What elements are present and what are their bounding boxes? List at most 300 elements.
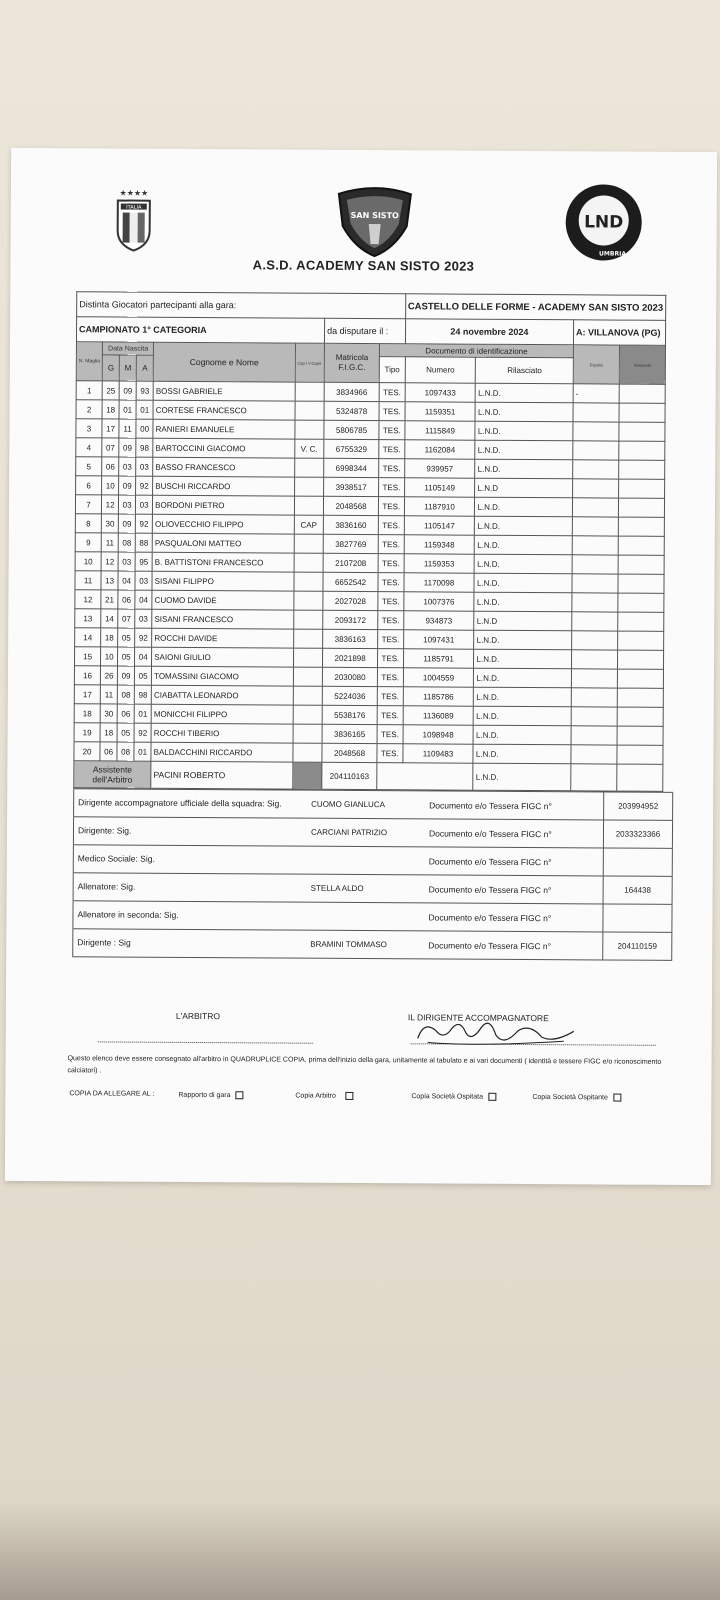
staff-name (307, 846, 425, 875)
matricola-header: Matricola F.I.G.C. (324, 343, 379, 382)
player-doc-type: TES. (378, 516, 404, 535)
player-doc-number: 934873 (403, 611, 474, 630)
option-ospitata[interactable] (411, 1092, 496, 1101)
option-copia-arbitro-label: Copia Arbitro (295, 1092, 336, 1100)
player-booked (619, 479, 665, 498)
player-role (293, 591, 323, 610)
assistant-x1 (571, 764, 617, 791)
staff-row (73, 817, 672, 849)
player-expelled (573, 422, 619, 441)
player-booked (618, 555, 664, 574)
checkbox-icon[interactable] (488, 1093, 496, 1101)
birth-day: 26 (101, 666, 118, 685)
staff-doc-label: Documento e/o Tessera FIGC n° (425, 847, 604, 876)
player-doc-number: 939957 (404, 459, 475, 478)
birth-month: 03 (118, 552, 135, 571)
player-matricola: 2030080 (323, 667, 378, 686)
birth-year: 00 (136, 419, 153, 438)
player-doc-number: 1007376 (403, 592, 474, 611)
birth-year: 03 (136, 495, 153, 514)
player-doc-number: 1097433 (405, 383, 476, 402)
captain-header: Cap./ V.Capit. (295, 343, 325, 382)
birth-day: 21 (101, 590, 118, 609)
player-name: SISANI FRANCESCO (152, 609, 294, 629)
staff-role: Allenatore in seconda: Sig. (73, 901, 307, 930)
player-expelled (572, 555, 618, 574)
player-number: 8 (75, 514, 101, 533)
player-name: RANIERI EMANUELE (153, 419, 295, 439)
player-name: BOSSI GABRIELE (153, 381, 295, 401)
player-expelled (572, 631, 618, 650)
player-doc-issuer: L.N.D (475, 478, 573, 498)
player-matricola: 6998344 (324, 458, 379, 477)
birth-month: 01 (119, 400, 136, 419)
player-matricola: 5224036 (322, 686, 377, 705)
staff-row (73, 845, 672, 877)
birth-day: 30 (101, 514, 118, 533)
player-role (293, 648, 323, 667)
option-rapporto[interactable] (178, 1091, 243, 1099)
birth-month: 08 (118, 533, 135, 552)
birth-month: 07 (118, 609, 135, 628)
player-number: 11 (75, 571, 101, 590)
match-teams: CASTELLO DELLE FORME - ACADEMY SAN SISTO 2023 (405, 294, 666, 321)
player-number: 10 (75, 552, 101, 571)
player-doc-number: 1105147 (404, 516, 475, 535)
player-booked (618, 536, 664, 555)
player-doc-issuer: L.N.D. (474, 592, 572, 612)
staff-role: Dirigente: Sig. (73, 817, 307, 846)
expelled-header: Espulsi (573, 345, 619, 384)
staff-doc-number (603, 848, 672, 876)
player-doc-issuer: L.N.D. (475, 459, 573, 479)
player-doc-issuer: L.N.D. (474, 706, 572, 726)
birth-year: 04 (135, 590, 152, 609)
birth-month: 04 (118, 571, 135, 590)
player-name: BUSCHI RICCARDO (153, 476, 295, 496)
to-play-label: da disputare il : (325, 318, 406, 343)
player-expelled (571, 707, 617, 726)
player-role: V. C. (294, 439, 324, 458)
assistant-name: PACINI ROBERTO (151, 761, 293, 789)
player-doc-type: TES. (378, 497, 404, 516)
player-matricola: 6652542 (323, 572, 378, 591)
birth-month: 09 (118, 514, 135, 533)
birth-year: 92 (136, 476, 153, 495)
player-doc-number: 1105149 (404, 478, 475, 497)
birth-year: 03 (135, 609, 152, 628)
player-doc-issuer: L.N.D. (474, 725, 572, 745)
birth-day: 30 (100, 704, 117, 723)
staff-doc-number: 203994952 (604, 792, 673, 820)
staff-row (73, 901, 672, 933)
checkbox-icon[interactable] (236, 1091, 244, 1099)
player-booked (618, 498, 664, 517)
player-number: 9 (75, 533, 101, 552)
lnd-badge-text: LND (584, 212, 624, 233)
player-matricola: 2021898 (323, 648, 378, 667)
birth-month: 06 (117, 704, 134, 723)
document-sheet (5, 148, 717, 1185)
player-role (295, 382, 325, 401)
player-number: 20 (74, 742, 100, 761)
player-expelled (572, 498, 618, 517)
player-booked (617, 745, 663, 764)
player-name: BORDONI PIETRO (153, 495, 295, 515)
match-venue: A: VILLANOVA (PG) (574, 320, 666, 346)
player-doc-issuer: L.N.D. (474, 573, 572, 593)
jersey-header: N. Maglia (76, 342, 102, 381)
player-matricola: 2048568 (322, 743, 377, 762)
checkbox-icon[interactable] (346, 1092, 354, 1100)
player-booked (619, 384, 665, 403)
player-booked (617, 669, 663, 688)
assistant-label: Assistente dell'Arbitro (74, 761, 151, 788)
floor-shadow (0, 1500, 720, 1600)
player-doc-type: TES. (377, 744, 403, 763)
lnd-badge-sub: UMBRIA (599, 250, 627, 258)
birth-year: 98 (134, 685, 151, 704)
club-crest-text: SAN SISTO (350, 210, 399, 221)
staff-name: STELLA ALDO (307, 874, 425, 903)
birth-day: 11 (100, 685, 117, 704)
staff-table (72, 788, 673, 961)
player-name: ROCCHI TIBERIO (151, 723, 293, 743)
staff-row (73, 929, 672, 961)
player-matricola: 3836163 (323, 629, 378, 648)
month-header: M (119, 355, 136, 381)
player-number: 13 (75, 609, 101, 628)
player-number: 7 (75, 495, 101, 514)
player-doc-type: TES. (378, 592, 404, 611)
player-booked (617, 726, 663, 745)
player-expelled (571, 745, 617, 764)
assistant-row (74, 761, 663, 792)
staff-doc-number (603, 904, 672, 932)
player-doc-issuer: L.N.D. (475, 440, 573, 460)
player-role (294, 572, 324, 591)
player-doc-type: TES. (377, 687, 403, 706)
championship: CAMPIONATO 1° CATEGORIA (76, 317, 324, 344)
player-name: BASSO FRANCESCO (153, 457, 295, 477)
player-doc-issuer: L.N.D. (475, 402, 573, 422)
birth-day: 11 (101, 533, 118, 552)
player-doc-type: TES. (379, 383, 405, 402)
player-doc-issuer: L.N.D. (476, 383, 574, 403)
staff-row (74, 789, 673, 821)
player-booked (618, 517, 664, 536)
player-doc-number: 1136089 (403, 706, 474, 725)
document-header: Documento di identificazione (379, 344, 573, 358)
player-name: CIABATTA LEONARDO (151, 685, 293, 705)
birth-day: 10 (101, 647, 118, 666)
player-doc-type: TES. (378, 573, 404, 592)
player-doc-number: 1004559 (403, 668, 474, 687)
player-doc-number: 1170098 (404, 573, 475, 592)
player-name: MONICCHI FILIPPO (151, 704, 293, 724)
player-doc-number: 1159353 (404, 554, 475, 573)
player-doc-type: TES. (379, 402, 405, 421)
birth-month: 09 (119, 381, 136, 400)
instructions-note: Questo elenco deve essere consegnato all'arbitro in QUADRUPLICE COPIA, prima dell'inizio della gara, unitamente al tabulato e ai vari documenti ( identità e tessere FIGC e/o riconoscimento calciatori) . (67, 1055, 662, 1075)
distinta-label: Distinta Giocatori partecipanti alla gara: (77, 292, 406, 319)
lnd-badge (562, 181, 644, 263)
player-number: 15 (74, 647, 100, 666)
player-doc-type: TES. (377, 706, 403, 725)
player-doc-type: TES. (377, 668, 403, 687)
player-doc-number: 1098948 (403, 725, 474, 744)
referee-signature-line (98, 1041, 313, 1043)
player-name: SAIONI GIULIO (152, 647, 294, 667)
player-number: 5 (76, 457, 102, 476)
player-expelled (571, 669, 617, 688)
rilasciato-header: Rilasciato (476, 357, 574, 384)
birth-day: 10 (102, 476, 119, 495)
player-name: CUOMO DAVIDE (152, 590, 294, 610)
staff-doc-label: Documento e/o Tessera FIGC n° (424, 903, 603, 932)
match-row (77, 292, 666, 321)
player-name: OLIOVECCHIO FILIPPO (152, 514, 294, 534)
birth-day: 06 (102, 457, 119, 476)
manager-label: IL DIRIGENTE ACCOMPAGNATORE (407, 1012, 549, 1024)
option-ospitante[interactable] (532, 1093, 621, 1102)
name-header: Cognome e Nome (153, 342, 295, 382)
player-doc-issuer: L.N.D. (474, 649, 572, 669)
player-name: ROCCHI DAVIDE (152, 628, 294, 648)
player-expelled (572, 536, 618, 555)
tipo-header: Tipo (379, 357, 405, 383)
player-booked (619, 460, 665, 479)
staff-name: BRAMINI TOMMASO (306, 930, 424, 959)
player-number: 4 (76, 438, 102, 457)
player-booked (619, 441, 665, 460)
staff-doc-number: 204110159 (603, 932, 672, 960)
assistant-rilasciato: L.N.D. (473, 763, 571, 791)
player-booked (619, 422, 665, 441)
player-number: 6 (76, 476, 102, 495)
birth-month: 09 (119, 438, 136, 457)
staff-doc-label: Documento e/o Tessera FIGC n° (425, 819, 604, 848)
staff-doc-label: Documento e/o Tessera FIGC n° (424, 931, 603, 960)
birth-day: 06 (100, 742, 117, 761)
player-number: 14 (75, 628, 101, 647)
birth-day: 12 (102, 495, 119, 514)
birth-day: 12 (101, 552, 118, 571)
player-doc-issuer: L.N.D. (474, 687, 572, 707)
player-expelled (571, 688, 617, 707)
birth-day: 18 (101, 628, 118, 647)
player-number: 17 (74, 685, 100, 704)
birth-day: 25 (102, 381, 119, 400)
birth-day: 14 (101, 609, 118, 628)
player-expelled (571, 726, 617, 745)
player-expelled (572, 574, 618, 593)
player-doc-number: 1162084 (404, 440, 475, 459)
player-doc-type: TES. (379, 440, 405, 459)
player-doc-type: TES. (378, 554, 404, 573)
birth-month: 09 (118, 666, 135, 685)
staff-name: CUOMO GIANLUCA (307, 790, 425, 819)
player-name: CORTESE FRANCESCO (153, 400, 295, 420)
player-number: 16 (74, 666, 100, 685)
birth-year: 03 (135, 571, 152, 590)
player-matricola: 3827769 (323, 534, 378, 553)
player-matricola: 2093172 (323, 610, 378, 629)
player-doc-issuer: L.N.D. (475, 535, 573, 555)
player-role (294, 458, 324, 477)
birth-year: 05 (135, 666, 152, 685)
option-rapporto-label: Rapporto di gara (178, 1091, 231, 1100)
player-doc-issuer: L.N.D. (474, 630, 572, 650)
player-role (294, 496, 324, 515)
birth-year: 95 (135, 552, 152, 571)
player-matricola: 5806785 (324, 420, 379, 439)
birth-month: 11 (119, 419, 136, 438)
player-name: B. BATTISTONI FRANCESCO (152, 552, 294, 572)
player-expelled (572, 650, 618, 669)
option-copia-arbitro[interactable] (295, 1092, 354, 1100)
player-doc-type: TES. (378, 535, 404, 554)
player-expelled (572, 612, 618, 631)
player-expelled (573, 479, 619, 498)
document-title: A.S.D. ACADEMY SAN SISTO 2023 (252, 257, 475, 274)
players-table (73, 291, 666, 792)
player-matricola: 3836160 (323, 515, 378, 534)
staff-doc-label: Documento e/o Tessera FIGC n° (425, 791, 604, 820)
player-name: SISANI FILIPPO (152, 571, 294, 591)
birth-month: 08 (117, 742, 134, 761)
year-header: A (136, 355, 153, 381)
birth-day: 18 (100, 723, 117, 742)
player-matricola: 3836165 (322, 724, 377, 743)
birth-day: 17 (102, 419, 119, 438)
birth-year: 88 (135, 533, 152, 552)
match-date: 24 novembre 2024 (405, 319, 574, 345)
player-role (293, 686, 323, 705)
birth-date-header: Data Nascita (103, 342, 154, 355)
player-doc-issuer: L.N.D. (475, 516, 573, 536)
player-number: 19 (74, 723, 100, 742)
birth-year: 92 (135, 628, 152, 647)
player-doc-number: 1159351 (405, 402, 476, 421)
player-role (294, 534, 324, 553)
staff-role: Dirigente accompagnatore ufficiale della squadra: Sig. (74, 789, 308, 818)
staff-role: Allenatore: Sig. (73, 873, 307, 902)
club-crest (334, 186, 414, 258)
player-doc-issuer: L.N.D. (475, 497, 573, 517)
birth-month: 05 (117, 723, 134, 742)
player-doc-number: 1159348 (404, 535, 475, 554)
birth-year: 93 (136, 381, 153, 400)
player-role (294, 553, 324, 572)
birth-day: 07 (102, 438, 119, 457)
player-role (295, 401, 325, 420)
table-header-top (76, 342, 665, 359)
player-booked (617, 688, 663, 707)
player-rows (74, 381, 665, 765)
player-number: 2 (76, 400, 102, 419)
player-name: BARTOCCINI GIACOMO (153, 438, 295, 458)
player-number: 3 (76, 419, 102, 438)
player-doc-issuer: L.N.D (474, 611, 572, 631)
birth-month: 05 (118, 647, 135, 666)
assistant-empty (377, 763, 474, 791)
player-doc-issuer: L.N.D. (475, 554, 573, 574)
championship-row (76, 317, 665, 346)
player-doc-type: TES. (378, 630, 404, 649)
player-matricola: 3834966 (324, 382, 379, 401)
player-doc-type: TES. (379, 459, 405, 478)
booked-header: Ammoniti (619, 345, 665, 384)
player-role (294, 420, 324, 439)
referee-label: L'ARBITRO (175, 1010, 221, 1022)
player-doc-number: 1109483 (403, 744, 474, 763)
birth-month: 06 (118, 590, 135, 609)
birth-year: 98 (136, 438, 153, 457)
birth-month: 09 (119, 476, 136, 495)
birth-year: 01 (134, 742, 151, 761)
birth-day: 18 (102, 400, 119, 419)
player-matricola: 2027028 (323, 591, 378, 610)
player-doc-type: TES. (378, 649, 404, 668)
player-booked (617, 707, 663, 726)
checkbox-icon[interactable] (613, 1094, 621, 1102)
birth-year: 92 (135, 514, 152, 533)
player-expelled (573, 441, 619, 460)
player-expelled: - (573, 384, 619, 403)
player-booked (618, 631, 664, 650)
staff-doc-number: 164438 (603, 876, 672, 904)
player-matricola: 6755329 (324, 439, 379, 458)
birth-month: 05 (118, 628, 135, 647)
birth-year: 92 (134, 723, 151, 742)
player-role (293, 667, 323, 686)
player-number: 18 (74, 704, 100, 723)
birth-month: 03 (119, 495, 136, 514)
player-doc-issuer: L.N.D. (474, 668, 572, 688)
player-role (292, 743, 322, 762)
staff-doc-label: Documento e/o Tessera FIGC n° (425, 875, 604, 904)
player-number: 1 (76, 381, 102, 400)
player-doc-number: 1097431 (403, 630, 474, 649)
option-ospitante-label: Copia Società Ospitante (532, 1093, 608, 1102)
player-role: CAP (294, 515, 324, 534)
birth-day: 13 (101, 571, 118, 590)
player-doc-type: TES. (379, 421, 405, 440)
player-expelled (572, 517, 618, 536)
player-doc-issuer: L.N.D. (475, 421, 573, 441)
player-matricola: 2107208 (323, 553, 378, 572)
player-role (293, 610, 323, 629)
player-name: PASQUALONI MATTEO (152, 533, 294, 553)
birth-month: 03 (119, 457, 136, 476)
player-role (293, 724, 323, 743)
player-doc-type: TES. (379, 478, 405, 497)
player-doc-number: 1115849 (405, 421, 476, 440)
staff-role: Dirigente : Sig (73, 929, 307, 958)
player-booked (618, 574, 664, 593)
staff-doc-number: 2033323366 (603, 820, 672, 848)
figc-logo (114, 186, 154, 252)
option-ospitata-label: Copia Società Ospitata (411, 1093, 484, 1101)
player-doc-type: TES. (378, 611, 404, 630)
assistant-x2 (617, 764, 663, 791)
player-matricola: 3938517 (324, 477, 379, 496)
player-doc-type: TES. (377, 725, 403, 744)
player-booked (618, 612, 664, 631)
player-doc-issuer: L.N.D. (473, 744, 571, 764)
birth-year: 01 (134, 704, 151, 723)
